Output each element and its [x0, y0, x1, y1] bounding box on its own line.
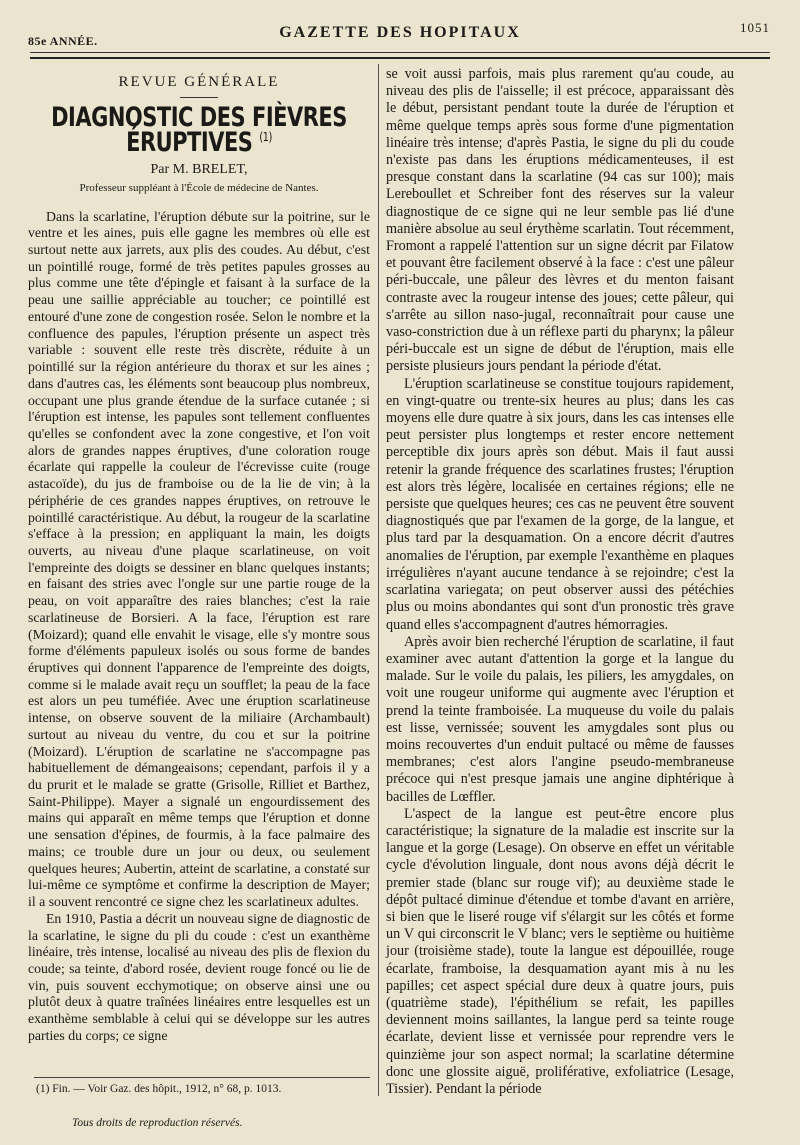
body-paragraph: L'aspect de la langue est peut-être encore plus caractéristique; la signature de la maladie est inscrite sur la langue et la gorge (Lesage). On observe en effet un véritable cycle d'évolution linguale, dont nous avons déjà décrit le premier stade (blanc sur rouge vif); au deuxième stade le dépôt pultacé diminue d'étendue et tombe d'avant en arrière, si bien que le liseré rouge vif s'élargit sur les côtés et forme un V qui circonscrit le V blanc; vers le septième ou huitième jour (troisième stade), toute la langue est dépouillée, rouge écarlate, framboise, la desquamation ayant mis à nu les papilles; cet aspect spécial dure deux à quatre jours, puis (quatrième stade), l'épithélium se refait, les papilles deviennent moins saillantes, la langue perd sa teinte rouge écarlate, devient lisse et vernissée pour reprendre vers le quinzième jour son aspect normal; la scarlatine détermine donc une glossite aiguë, proliférative, exfoliatrice (Lesage, Tissier). Pendant la période: [386, 805, 734, 1097]
column-divider: [378, 64, 379, 1096]
footnote-rule: [34, 1077, 370, 1078]
title-footnote-mark: (1): [259, 130, 272, 145]
author-affiliation: Professeur suppléant à l'École de médecine de Nantes.: [79, 181, 319, 194]
journal-title: GAZETTE DES HOPITAUX: [279, 24, 521, 41]
left-column: [28, 66, 370, 1045]
article-title: [28, 102, 370, 157]
body-paragraph: Dans la scarlatine, l'éruption débute sur la poitrine, sur le ventre et les aines, puis elle gagne les membres où elle est surtout nette aux jarrets, aux plis des coudes. Au début, c'est un pointillé rouge, formé de très petites papules grosses au plus comme une tête d'épingle et faisant à la surface de la peau une saillie appréciable au toucher; ce pointillé est entouré d'une zone de congestion rosée. Selon le nombre et la confluence des papules, l'éruption présente un aspect très variable : souvent elle reste très discrète, réduite à un pointillé sur la région antérieure du thorax et sur les aines ; dans d'autres cas, les éléments sont beaucoup plus nombreux, occupant une plus grande étendue de la surface cutanée ; si l'éruption est intense, les papules sont tellement confluentes qu'elles se confondent avec la zone congestive, et l'on voit alors de grandes nappes éruptives, d'une coloration rouge écarlate qui rappelle la couleur de l'écrevisse cuite (rouge astacoïde), du jus de framboise ou de la lie de vin; à la périphérie de ces grandes nappes éruptives, on retrouve le pointillé caractéristique. Au début, la rougeur de la scarlatine s'efface à la pression; en appliquant la main, les doigts ouverts, au niveau d'une plaque scarlatineuse, on voit l'empreinte des doigts se dessiner en blanc quelques instants; en faisant des stries avec l'ongle sur une partie rouge de la peau, on voit apparaître des raies blanches; c'est la raie scarlatineuse de Borsieri. A la face, l'éruption est rare (Moizard); quand elle envahit le visage, elle s'y montre sous forme d'éléments papuleux isolés ou sous forme de bandes éruptives qui donnent l'apparence de l'empreinte des doigts, comme si le malade avait reçu un soufflet; la peau de la face est alors un peu tuméfiée. Avec une éruption scarlatineuse intense, on observe souvent de la miliaire (Archambault) surtout au niveau du ventre, du cou et sur la poitrine (Moizard). L'éruption de scarlatine ne s'accompagne pas habituellement de démangeaisons; cependant, parfois il y a du prurit et le malade se gratte (Grisolle, Rilliet et Barthez, Saint-Philippe). Mayer a signalé un engourdissement des mains qui apparaît en même temps que l'éruption et donne une sensation d'épines, de fourmis, à la face palmaire des mains; ce trouble dure un jour ou deux, ou seulement quelques heures; Aubertin, atteint de scarlatine, a constaté sur lui-même ce symptôme et confirme la description de Mayer; il a souvent rencontré ce signe chez les scarlatineux adultes.: [28, 208, 370, 910]
footnote: (1) Fin. — Voir Gaz. des hôpit., 1912, n° 68, p. 1013.: [36, 1083, 282, 1095]
body-paragraph: L'éruption scarlatineuse se constitue toujours rapidement, en vingt-quatre ou trente-six heures au plus; dans les cas moyens elle dure quatre à six jours, dans les cas intenses elle peut persister plus longtemps et rester encore nettement perceptible dix jours après son début. Mais il faut aussi retenir la grande fréquence des scarlatines frustes; l'éruption est alors très légère, localisée en certaines régions; elle ne persiste que quelques heures; ces cas ne peuvent être souvent diagnostiqués que par l'examen de la gorge, de la langue, et plus tard par la desquamation. On a encore décrit d'autres anomalies de l'éruption, par exemple l'exanthème en plaques irrégulières n'ayant aucune tendance à se rejoindre; c'est la scarlatina variegata; on peut observer aussi des pétéchies plus ou moins abondantes qui sont d'un pronostic très grave quand elles s'accompagnent d'autres hémorragies.: [386, 375, 734, 633]
header-rule-thin: [30, 52, 770, 53]
body-paragraph: Après avoir bien recherché l'éruption de scarlatine, il faut examiner avec autant d'attention la gorge et la langue du malade. Sur le voile du palais, les piliers, les amygdales, on voit une rougeur uniforme qui augmente avec l'éruption et prend la teinte framboisée. La muqueuse du voile du palais est lisse, vernissée; souvent les amygdales sont plus ou moins recouvertes d'un enduit pultacé ou même de fausses membranes; c'est alors l'angine pseudo-membraneuse précoce qui n'est presque jamais une angine diphtérique à bacilles de Lœffler.: [386, 633, 734, 805]
header-rule-thick: [30, 57, 770, 59]
issue-label: 85e ANNÉE.: [28, 34, 98, 48]
body-paragraph: En 1910, Pastia a décrit un nouveau signe de diagnostic de la scarlatine, le signe du pli du coude : c'est un exanthème linéaire, très intense, localisé au niveau des plis de flexion du coude; sa teinte, d'abord rosée, devient rouge foncé ou lie de vin, puis souvent ecchymotique; on observe ainsi une ou plutôt deux à quatre traînées linéaires entre lesquelles est un exanthème semblable à celui qui se développe sur les autres parties du corps; ce signe: [28, 910, 370, 1043]
right-column: [386, 66, 734, 1098]
page-header: [22, 18, 778, 48]
author-line: Par M. BRELET,: [150, 162, 248, 178]
page-number: 1051: [740, 20, 770, 35]
rights-notice: Tous droits de reproduction réservés.: [72, 1117, 243, 1129]
section-rule: [180, 97, 218, 98]
section-title: REVUE GÉNÉRALE: [118, 74, 280, 90]
article-title-text: DIAGNOSTIC DES FIÈVRES ÉRUPTIVES: [51, 102, 347, 157]
body-paragraph: se voit aussi parfois, mais plus rarement qu'au coude, au niveau des plis de l'aisselle; il est précoce, apparaissant dès le début, persistant pendant toute la durée de l'éruption et même quelque temps après sous forme d'une pigmentation linéaire très intense; d'après Pastia, le signe du pli du coude n'existe pas dans les éruptions médicamenteuses, il est presque constant dans la scarlatine (94 cas sur 100); mais Lereboullet et Schreiber font des réserves sur la valeur diagnostique de ce signe qui ne leur semble pas lié d'une manière absolue au seul érythème scarlatin. Tout récemment, Fromont a rappelé l'attention sur un signe décrit par Filatow et pouvant être facilement observé à la face : c'est une pâleur péri-buccale, une pâleur des lèvres et du menton faisant contraste avec la rougeur intense des joues; cette pâleur, qui s'arrête au sillon naso-jugal, reconnaîtrait pour cause une vaso-constriction due à un réflexe parti du pharynx; la pâleur péri-buccale est un signe de début de l'éruption, mais elle persiste plusieurs jours pendant la période d'état.: [386, 66, 734, 375]
